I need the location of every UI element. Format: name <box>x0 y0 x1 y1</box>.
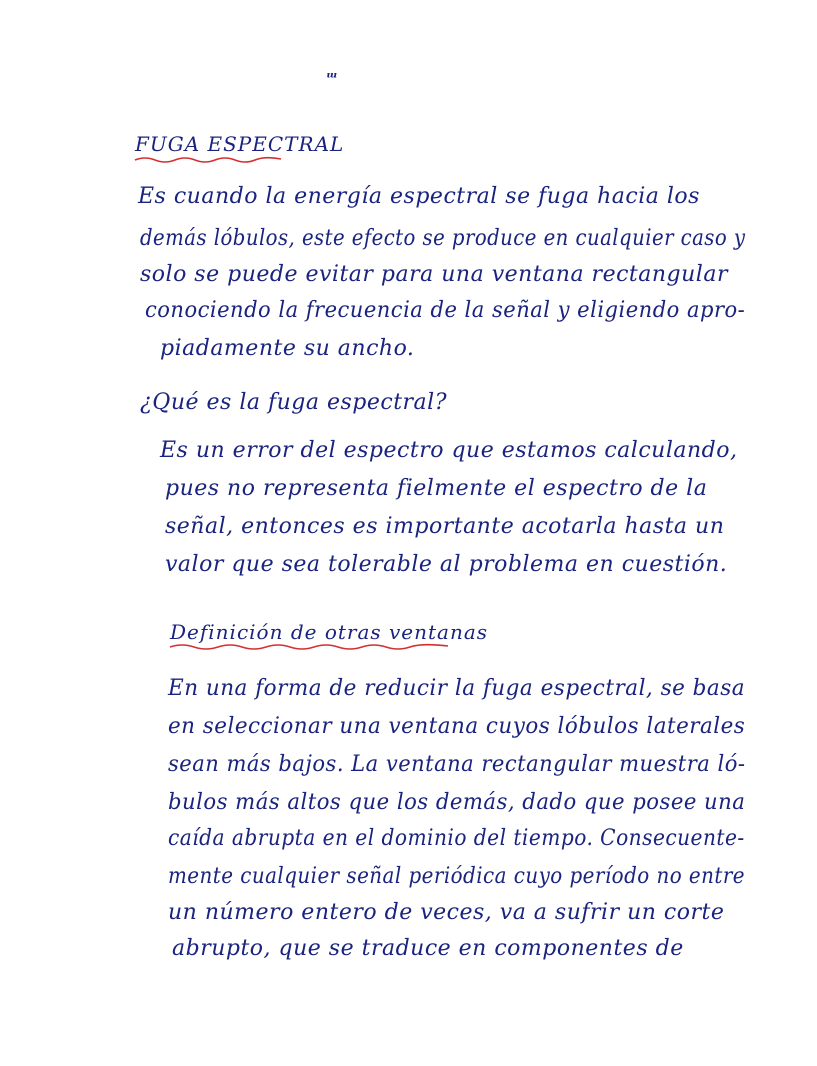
paragraph-line: valor que sea tolerable al problema en cuestión. <box>165 552 728 577</box>
paragraph-line: Es cuando la energía espectral se fuga hacia los <box>138 184 700 209</box>
paragraph-line: conociendo la frecuencia de la señal y eligiendo apro- <box>145 298 746 323</box>
top-mark: ᵚ <box>326 68 338 87</box>
paragraph-line: en seleccionar una ventana cuyos lóbulos laterales <box>168 714 746 739</box>
paragraph-line: sean más bajos. La ventana rectangular muestra ló- <box>168 752 746 777</box>
paragraph-line: piadamente su ancho. <box>160 336 415 361</box>
paragraph-line: abrupto, que se traduce en componentes de <box>172 936 684 961</box>
paragraph-line: señal, entonces es importante acotarla hasta un <box>165 514 725 539</box>
paragraph-line: solo se puede evitar para una ventana rectangular <box>140 262 728 287</box>
paragraph-line: En una forma de reducir la fuga espectral, se basa <box>168 676 746 701</box>
paragraph-line: Es un error del espectro que estamos calculando, <box>160 438 738 463</box>
paragraph-line: caída abrupta en el dominio del tiempo. Consecuente- <box>168 826 745 851</box>
paragraph-line: un número entero de veces, va a sufrir un corte <box>168 900 725 925</box>
paragraph-line: demás lóbulos, este efecto se produce en cualquier caso y <box>140 226 746 251</box>
paragraph-line: mente cualquier señal periódica cuyo período no entre <box>168 864 746 889</box>
section-heading-fuga-espectral: FUGA ESPECTRAL <box>135 132 345 156</box>
question-line: ¿Qué es la fuga espectral? <box>140 390 448 415</box>
section-heading-definicion: Definición de otras ventanas <box>170 620 489 644</box>
heading-underline <box>168 642 450 650</box>
paragraph-line: pues no representa fielmente el espectro de la <box>165 476 708 501</box>
paragraph-line: bulos más altos que los demás, dado que posee una <box>168 790 746 815</box>
heading-underline <box>133 155 283 163</box>
